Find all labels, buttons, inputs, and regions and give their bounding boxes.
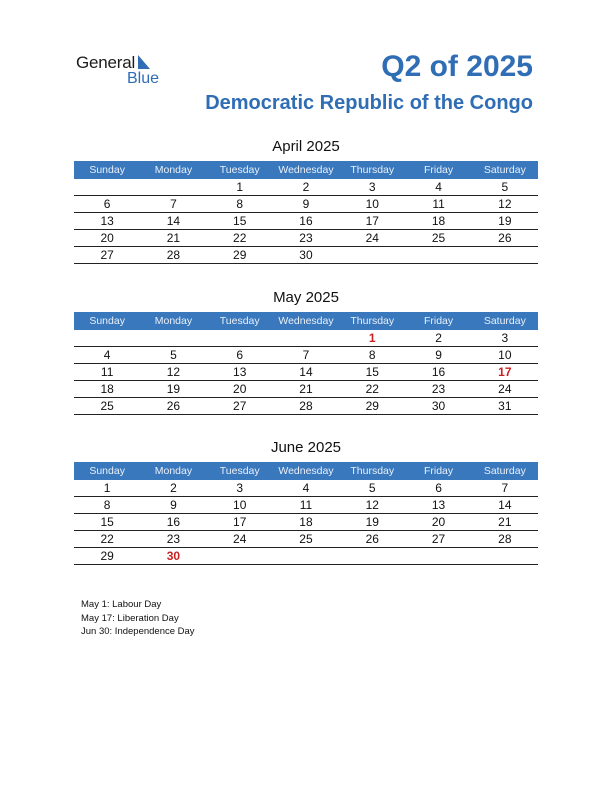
calendar-date: 23 (299, 231, 313, 245)
week-row (74, 514, 538, 531)
calendar-date: 4 (302, 481, 310, 495)
calendar-date: 28 (166, 248, 181, 262)
weekday-label: Thursday (350, 164, 395, 176)
calendar-date: 14 (299, 365, 313, 379)
week-row (74, 347, 538, 364)
month-title: May 2025 (273, 289, 339, 306)
calendar-date: 12 (498, 197, 512, 211)
calendar-date: 31 (498, 399, 512, 413)
weekday-label: Saturday (483, 164, 526, 176)
weekday-label: Tuesday (219, 315, 260, 327)
month-calendar (74, 438, 538, 565)
calendar-date: 29 (233, 248, 247, 262)
logo-triangle-icon (130, 53, 190, 71)
calendar-date: 14 (166, 214, 181, 228)
calendar-date: 8 (236, 197, 244, 211)
calendar-date: 18 (299, 515, 313, 529)
week-row (74, 213, 538, 230)
holiday-note: May 17: Liberation Day (81, 612, 179, 624)
week-row (74, 364, 538, 381)
calendar-date: 6 (435, 481, 442, 495)
calendar-date: 14 (498, 498, 512, 512)
weekday-label: Sunday (89, 164, 125, 176)
month-title: April 2025 (272, 138, 340, 155)
brand-logo (76, 50, 176, 90)
calendar-date (273, 330, 339, 346)
calendar-date (140, 179, 206, 195)
calendar-date: 7 (170, 197, 177, 211)
weekday-label: Tuesday (219, 164, 260, 176)
weekday-label: Wednesday (278, 465, 334, 477)
week-row (74, 381, 538, 398)
calendar-date (405, 247, 471, 263)
brand-word-general: General (76, 53, 136, 72)
calendar-date: 6 (236, 348, 244, 362)
calendar-date: 9 (435, 348, 442, 362)
calendar-date: 8 (368, 348, 376, 362)
week-row (74, 230, 538, 247)
calendar-date: 5 (368, 481, 376, 495)
calendar-date (273, 548, 339, 564)
calendar-date (339, 548, 405, 564)
calendar-date: 19 (365, 515, 379, 529)
weekday-header (74, 161, 538, 179)
page-title: Q2 of 2025 (381, 50, 533, 83)
calendar-date: 20 (233, 382, 247, 396)
calendar-date: 2 (170, 481, 177, 495)
calendar-date: 5 (501, 180, 509, 194)
calendar-date: 4 (435, 180, 442, 194)
calendar-date: 3 (236, 481, 244, 495)
calendar-date (74, 179, 140, 195)
calendar-date (140, 330, 206, 346)
calendar-date: 1 (103, 481, 111, 495)
calendar-date: 19 (166, 382, 181, 396)
calendar-date: 1 (236, 180, 244, 194)
brand-word-blue: Blue (127, 70, 160, 87)
weekday-label: Friday (423, 164, 454, 176)
calendar-date: 21 (166, 231, 181, 245)
calendar-date: 23 (166, 532, 181, 546)
weekday-label: Sunday (89, 465, 125, 477)
calendar-date: 29 (365, 399, 379, 413)
calendar-date: 10 (498, 348, 512, 362)
calendar-date: 2 (435, 331, 442, 345)
week-row (74, 497, 538, 514)
calendar-date: 17 (233, 515, 247, 529)
calendar-date: 12 (166, 365, 181, 379)
calendar-date: 18 (100, 382, 114, 396)
weekday-label: Wednesday (278, 164, 334, 176)
holiday-note: May 1: Labour Day (81, 599, 162, 610)
weekday-label: Thursday (350, 315, 395, 327)
week-row (74, 179, 538, 196)
calendar-date: 4 (103, 348, 111, 362)
calendar-date: 26 (166, 399, 181, 413)
weekday-header (74, 462, 538, 480)
calendar-date: 22 (100, 532, 114, 546)
calendar-date (339, 247, 405, 263)
calendar-date: 20 (100, 231, 114, 245)
calendar-date: 11 (432, 197, 445, 211)
calendar-date: 15 (233, 214, 247, 228)
holiday-date: 30 (166, 549, 181, 563)
calendar-date: 25 (299, 532, 313, 546)
calendar-date: 16 (431, 365, 446, 379)
calendar-date: 25 (431, 231, 446, 245)
calendar-date: 8 (103, 498, 111, 512)
month-calendar (74, 288, 538, 415)
week-row (74, 548, 538, 565)
week-row (74, 531, 538, 548)
calendar-date: 13 (431, 498, 446, 512)
calendar-date (405, 548, 471, 564)
calendar-date: 5 (170, 348, 177, 362)
calendar-date: 27 (100, 248, 114, 262)
calendar-date: 10 (233, 498, 247, 512)
calendar-date: 3 (368, 180, 376, 194)
weekday-label: Tuesday (219, 465, 260, 477)
week-row (74, 247, 538, 264)
calendar-date: 15 (100, 515, 114, 529)
calendar-date: 3 (501, 331, 509, 345)
calendar-date: 30 (431, 399, 446, 413)
weekday-label: Thursday (350, 465, 395, 477)
calendar-date (472, 247, 538, 263)
calendar-date: 20 (431, 515, 446, 529)
calendar-date (472, 548, 538, 564)
calendar-date: 13 (100, 214, 114, 228)
calendar-date: 22 (365, 382, 379, 396)
calendar-date: 16 (299, 214, 313, 228)
calendar-date: 2 (302, 180, 310, 194)
calendar-date: 17 (365, 214, 379, 228)
weekday-label: Sunday (89, 315, 125, 327)
week-row (74, 196, 538, 213)
weekday-label: Friday (423, 315, 454, 327)
calendar-date: 29 (100, 549, 114, 563)
weekday-label: Wednesday (278, 315, 334, 327)
calendar-date: 9 (302, 197, 310, 211)
calendar-date: 7 (302, 348, 310, 362)
weekday-label: Monday (154, 465, 193, 477)
calendar-date: 6 (103, 197, 111, 211)
calendar-date: 28 (498, 532, 512, 546)
month-calendar (74, 137, 538, 264)
calendar-date: 27 (431, 532, 446, 546)
weekday-label: Monday (154, 315, 193, 327)
weekday-label: Friday (423, 465, 454, 477)
calendar-date: 12 (365, 498, 379, 512)
calendar-date (207, 548, 273, 564)
calendar-date: 15 (365, 365, 379, 379)
calendar-date: 26 (365, 532, 379, 546)
calendar-date: 21 (299, 382, 313, 396)
calendar-date: 30 (299, 248, 313, 262)
holiday-date: 17 (498, 365, 512, 379)
week-row (74, 398, 538, 415)
calendar-date: 27 (233, 399, 247, 413)
holiday-note: Jun 30: Independence Day (81, 626, 195, 637)
calendar-date: 21 (498, 515, 512, 529)
calendar-date: 16 (166, 515, 181, 529)
calendar-date: 13 (233, 365, 247, 379)
calendar-date: 9 (170, 498, 177, 512)
calendar-date: 10 (365, 197, 379, 211)
weekday-header (74, 312, 538, 330)
weekday-label: Saturday (483, 465, 526, 477)
page-subtitle: Democratic Republic of the Congo (205, 92, 533, 114)
week-row (74, 330, 538, 347)
calendar-date: 25 (100, 399, 114, 413)
weekday-label: Monday (154, 164, 193, 176)
holiday-notes (81, 598, 195, 639)
calendar-date: 19 (498, 214, 512, 228)
calendar-date: 24 (365, 231, 379, 245)
weekday-label: Saturday (483, 315, 526, 327)
calendar-date: 11 (299, 498, 313, 512)
month-title: June 2025 (270, 439, 342, 456)
calendar-date: 22 (233, 231, 247, 245)
calendar-date: 18 (431, 214, 446, 228)
week-row (74, 480, 538, 497)
calendar-date: 24 (233, 532, 247, 546)
calendar-date: 11 (100, 365, 114, 379)
holiday-date: 1 (368, 331, 376, 345)
calendar-date: 24 (498, 382, 512, 396)
calendar-date: 26 (498, 231, 512, 245)
calendar-date (207, 330, 273, 346)
calendar-date: 28 (299, 399, 313, 413)
calendar-date: 7 (501, 481, 509, 495)
calendar-date: 23 (431, 382, 446, 396)
calendar-date (74, 330, 140, 346)
